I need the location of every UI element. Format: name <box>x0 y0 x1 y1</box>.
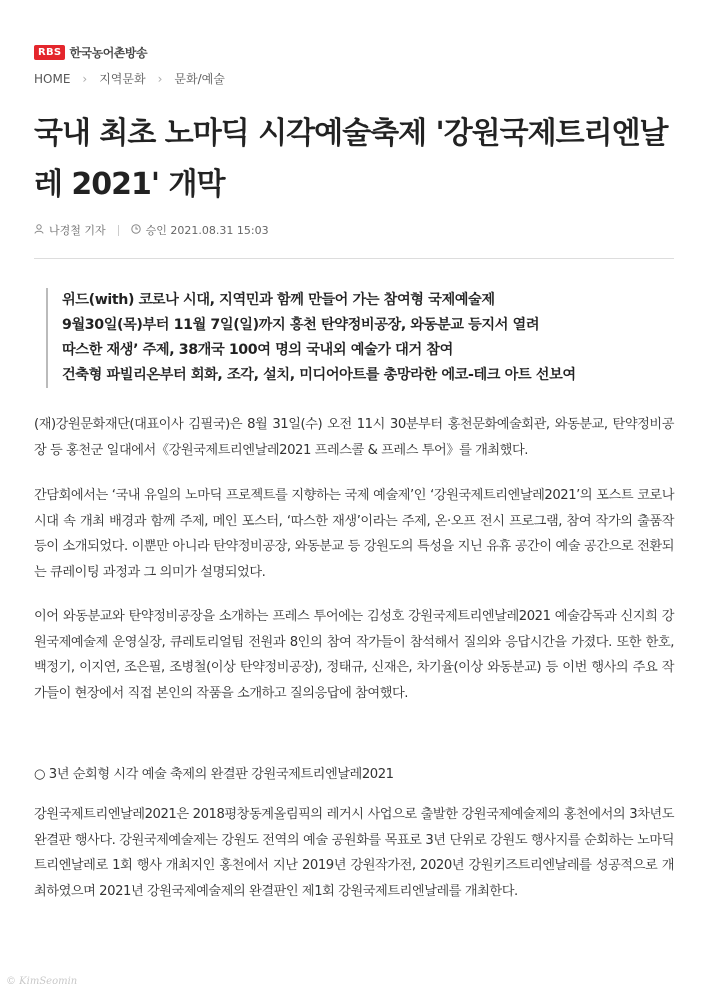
article-byline <box>34 222 269 238</box>
reporter-name: 나경철 기자 <box>49 224 106 237</box>
summary-line: 건축형 파빌리온부터 회화, 조각, 설치, 미디어아트를 총망라한 에코-테크 아트 선보여 <box>62 367 576 383</box>
article-paragraph: 이어 와동분교와 탄약정비공장을 소개하는 프레스 투어에는 김성호 강원국제트리엔날레2021 예술감독과 신지희 강원국제예술제 운영실장, 큐레토리얼팀 전원과 8인의 참여 작가들이 참석해서 질의와 응답시간을 가졌다. 또한 한호, 백정기, 이지연, 조은필, 조병철(이상 탄약정비공장), 정태규, 신재은, 차기율(이상 와동분교) 등 이번 행사의 주요 작가들이 현장에서 직접 본인의 작품을 소개하고 질의응답에 참여했다. <box>34 609 674 701</box>
header-divider <box>34 258 674 259</box>
article-headline: 국내 최초 노마딕 시각예술축제 '강원국제트리엔날레 2021' 개막 <box>34 116 668 202</box>
breadcrumb-category[interactable]: 문화/예술 <box>174 72 225 86</box>
person-icon <box>34 224 44 237</box>
summary-line: 9월30일(목)부터 11월 7일(일)까지 홍천 탄약정비공장, 와동분교 등지서 열려 <box>62 317 540 333</box>
summary-line: 따스한 재생’ 주제, 38개국 100여 명의 국내외 예술가 대거 참여 <box>62 342 453 358</box>
summary-line: 위드(with) 코로나 시대, 지역민과 함께 만들어 가는 참여형 국제예술제 <box>62 292 495 308</box>
article-paragraph: (재)강원문화재단(대표이사 김필국)은 8월 31일(수) 오전 11시 30분부터 홍천문화예술회관, 와동분교, 탄약정비공장 등 홍천군 일대에서《강원국제트리엔날레2021 프레스콜 & 프레스 투어》를 개최했다. <box>34 417 674 458</box>
byline-divider <box>118 225 119 236</box>
logo-badge: RBS <box>34 45 65 60</box>
chevron-right-icon: › <box>82 71 88 86</box>
photo-watermark: © KimSeomin <box>6 976 78 987</box>
breadcrumb-home[interactable]: HOME <box>34 71 71 86</box>
logo-name: 한국농어촌방송 <box>69 46 148 60</box>
article-paragraph: 간담회에서는 ‘국내 유일의 노마딕 프로젝트를 지향하는 국제 예술제’인 ‘강원국제트리엔날레2021’의 포스트 코로나 시대 속 개최 배경과 함께 주제, 메인 포스터, ‘따스한 재생’이라는 주제, 온·오프 전시 프로그램, 참여 작가의 출품작 등이 소개되었다. 이뿐만 아니라 탄약정비공장, 와동분교 등 강원도의 특성을 지닌 유휴 공간이 예술 공간으로 전환되는 큐레이팅 과정과 그 의미가 설명되었다. <box>34 488 674 580</box>
chevron-right-icon: › <box>157 71 163 86</box>
article-summary <box>46 288 576 388</box>
breadcrumb-section[interactable]: 지역문화 <box>99 72 146 86</box>
site-logo[interactable] <box>34 44 147 61</box>
section-subheading: ○ 3년 순회형 시각 예술 축제의 완결판 강원국제트리엔날레2021 <box>34 767 394 782</box>
article-paragraph: 강원국제트리엔날레2021은 2018평창동계올림픽의 레거시 사업으로 출발한 강원국제예술제의 홍천에서의 3차년도 완결판 행사다. 강원국제예술제는 강원도 전역의 예술 공원화를 목표로 3년 단위로 강원도 행사지를 순회하는 노마딕 트리엔날레로 1회 행사 개최지인 홍천에서 지난 2019년 강원작가전, 2020년 강원키즈트리엔날레를 성공적으로 개최하였으며 2021년 강원국제예술제의 완결판인 제1회 강원국제트리엔날레를 개최한다. <box>34 807 674 899</box>
clock-icon <box>131 224 141 237</box>
approved-time: 승인 2021.08.31 15:03 <box>145 224 269 237</box>
breadcrumb <box>34 70 225 87</box>
